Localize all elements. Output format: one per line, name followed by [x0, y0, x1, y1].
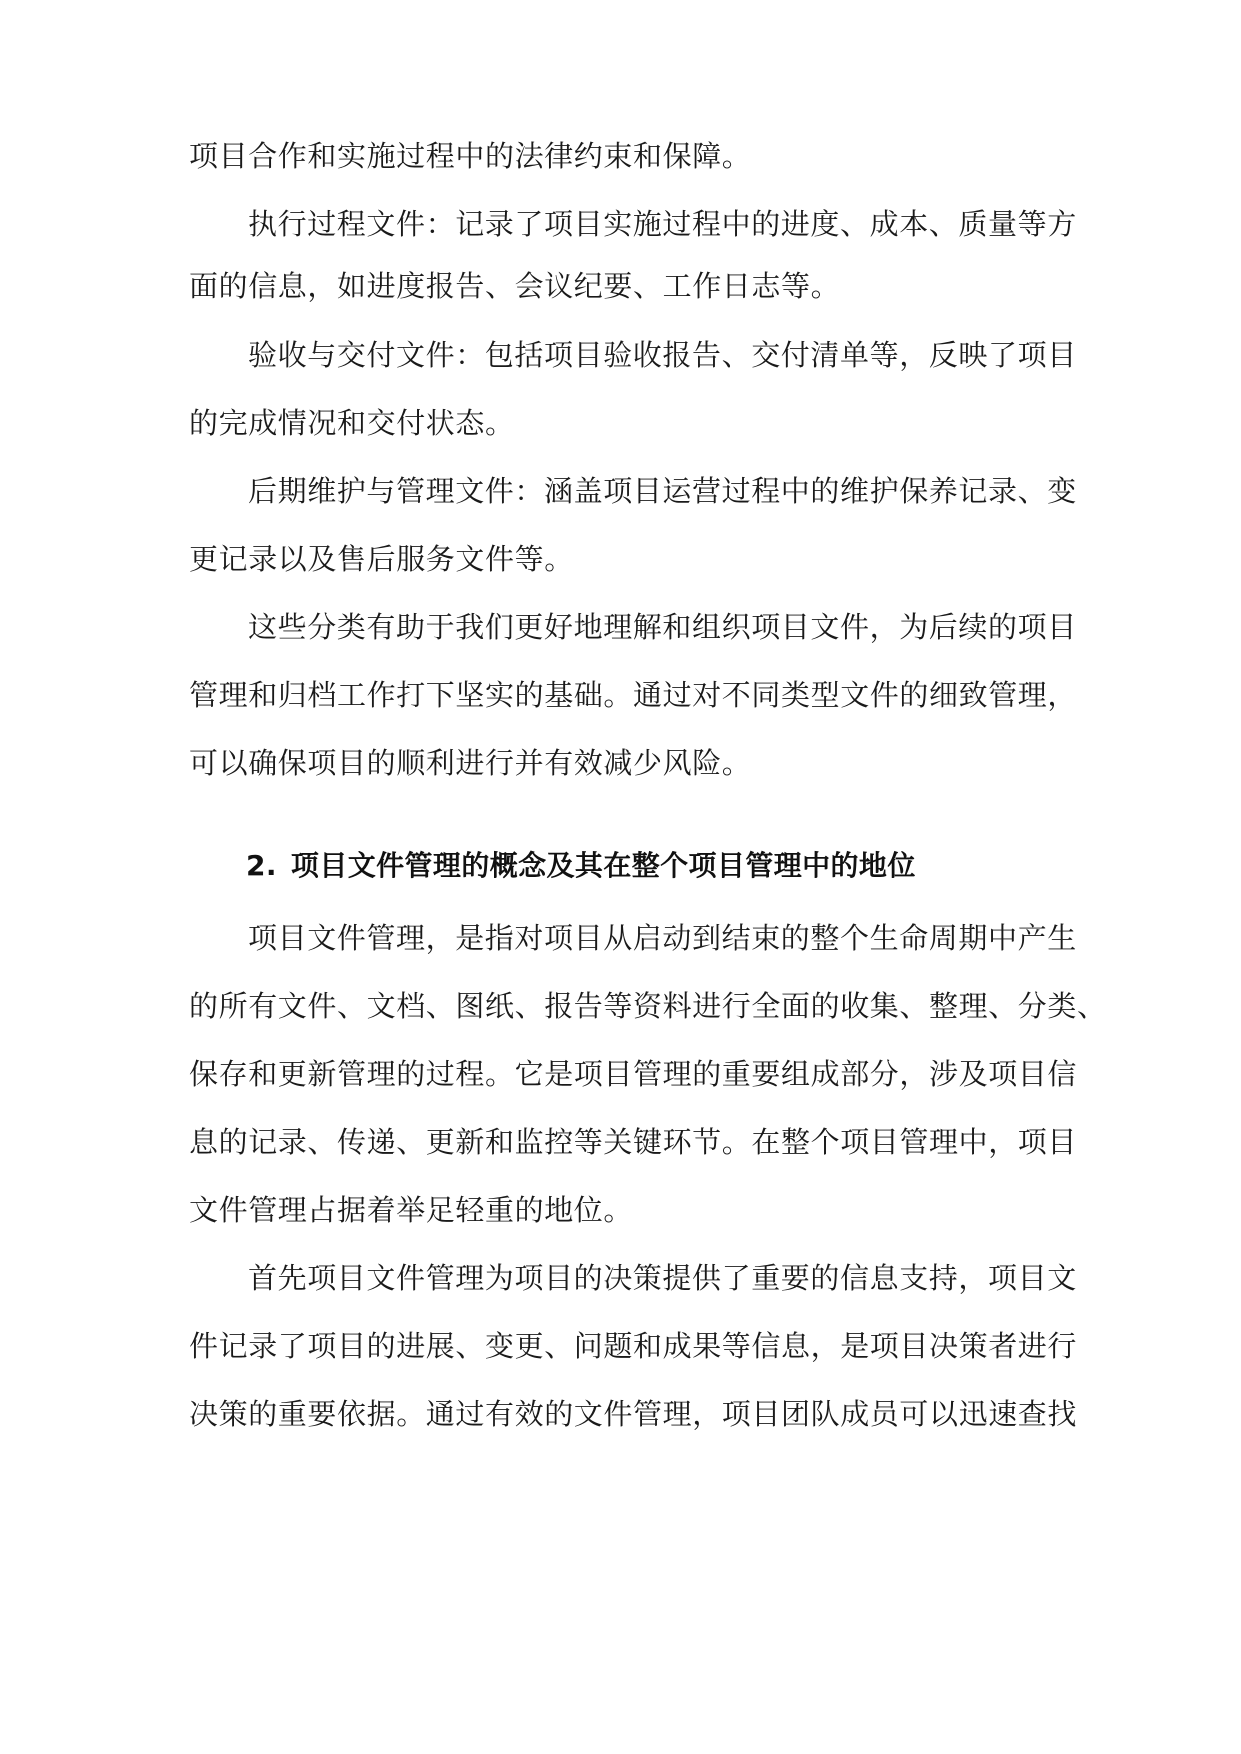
- paragraph-line: 验收与交付文件：包括项目验收报告、交付清单等，反映了项目: [248, 338, 1077, 372]
- paragraph-line: 的所有文件、文档、图纸、报告等资料进行全面的收集、整理、分类、: [189, 989, 1107, 1023]
- paragraph-line: 件记录了项目的进展、变更、问题和成果等信息，是项目决策者进行: [189, 1329, 1078, 1363]
- paragraph-line: 可以确保项目的顺利进行并有效减少风险。: [189, 746, 752, 780]
- paragraph-line: 项目文件管理，是指对项目从启动到结束的整个生命周期中产生: [248, 921, 1077, 955]
- paragraph-line: 项目合作和实施过程中的法律约束和保障。: [189, 139, 752, 173]
- paragraph-line: 的完成情况和交付状态。: [189, 406, 515, 440]
- paragraph-line: 保存和更新管理的过程。它是项目管理的重要组成部分，涉及项目信: [189, 1057, 1078, 1091]
- paragraph-line: 管理和归档工作打下坚实的基础。通过对不同类型文件的细致管理，: [189, 678, 1078, 712]
- paragraph-line: 息的记录、传递、更新和监控等关键环节。在整个项目管理中，项目: [189, 1125, 1078, 1159]
- paragraph-line: 首先项目文件管理为项目的决策提供了重要的信息支持，项目文: [248, 1261, 1077, 1295]
- paragraph-line: 后期维护与管理文件：涵盖项目运营过程中的维护保养记录、变: [248, 474, 1077, 508]
- paragraph-line: 这些分类有助于我们更好地理解和组织项目文件，为后续的项目: [248, 610, 1077, 644]
- section-heading: [246, 848, 916, 884]
- section-title: 项目文件管理的概念及其在整个项目管理中的地位: [290, 849, 916, 882]
- paragraph-line: 决策的重要依据。通过有效的文件管理，项目团队成员可以迅速查找: [189, 1397, 1078, 1431]
- paragraph-line: 更记录以及售后服务文件等。: [189, 542, 574, 576]
- paragraph-line: 文件管理占据着举足轻重的地位。: [189, 1193, 634, 1227]
- paragraph-line: 执行过程文件：记录了项目实施过程中的进度、成本、质量等方: [248, 207, 1077, 241]
- section-number: 2.: [246, 849, 277, 882]
- paragraph-line: 面的信息，如进度报告、会议纪要、工作日志等。: [189, 269, 841, 303]
